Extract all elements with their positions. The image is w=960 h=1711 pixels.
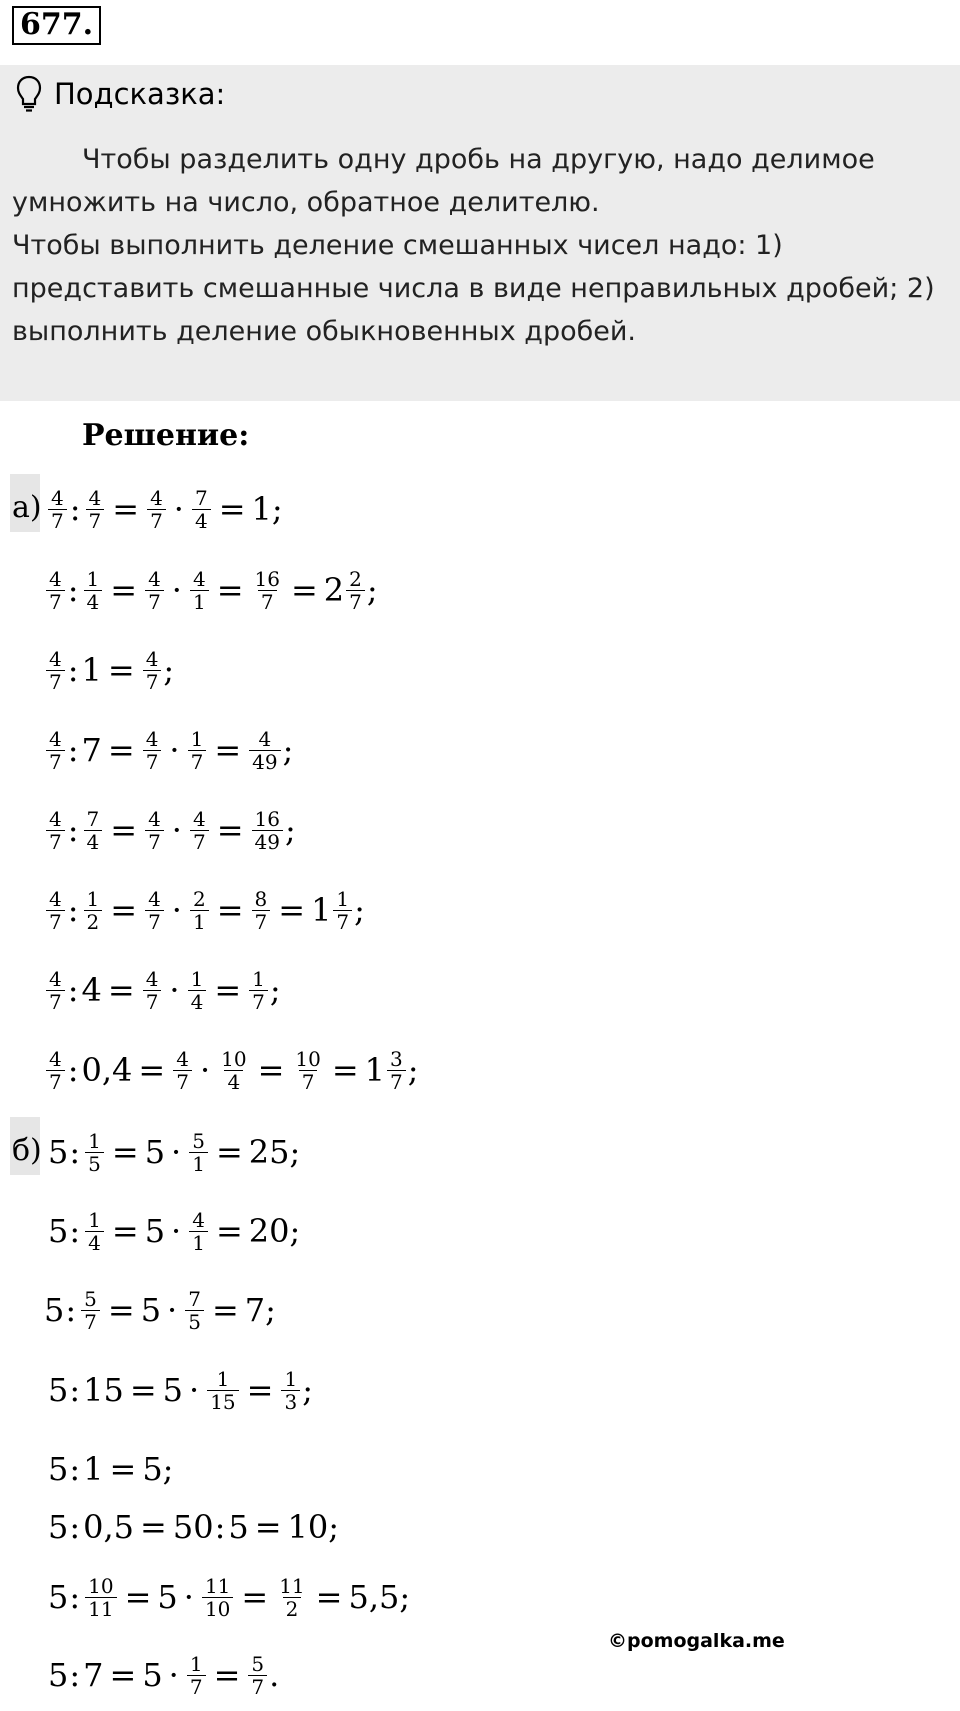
- multiply-sign: ·: [171, 1133, 182, 1171]
- fraction: [190, 568, 209, 613]
- fraction: [145, 568, 164, 613]
- division-sign: :: [69, 490, 81, 528]
- fraction: [252, 888, 271, 933]
- fraction-numerator: 8: [254, 886, 268, 911]
- fraction-denominator: 7: [46, 990, 65, 1013]
- section-b-equation-3: [44, 1275, 276, 1345]
- fraction-numerator: 4: [145, 646, 159, 671]
- math-term: ;: [269, 971, 281, 1009]
- fraction-numerator: 4: [49, 806, 62, 831]
- math-term: 1: [83, 1450, 104, 1488]
- division-sign: :: [67, 571, 79, 609]
- fraction: [189, 1130, 208, 1175]
- math-term: 5: [157, 1578, 178, 1616]
- fraction-numerator: 4: [148, 566, 161, 591]
- math-term: 5,5;: [348, 1578, 411, 1616]
- fraction-numerator: 11: [279, 1573, 305, 1598]
- math-term: ;: [163, 651, 175, 689]
- section-a-equation-5: [44, 795, 296, 865]
- fraction-numerator: 2: [192, 886, 206, 911]
- fraction-numerator: 1: [189, 1651, 203, 1676]
- section-a-equation-7: [44, 955, 281, 1025]
- fraction: [84, 568, 103, 613]
- fraction-numerator: 4: [49, 646, 62, 671]
- multiply-sign: ·: [189, 1371, 200, 1409]
- math-term: ;: [302, 1371, 313, 1409]
- fraction-denominator: 7: [46, 750, 65, 773]
- fraction: [85, 1209, 104, 1254]
- fraction-denominator: 7: [333, 910, 352, 933]
- equals-sign: =: [109, 1656, 137, 1694]
- fraction: [46, 728, 65, 773]
- math-term: 5: [48, 1508, 69, 1546]
- fraction-numerator: 1: [86, 886, 100, 911]
- equals-sign: =: [214, 971, 242, 1009]
- fraction-denominator: 1: [190, 590, 209, 613]
- fraction: [46, 568, 65, 613]
- division-sign: :: [214, 1508, 226, 1546]
- fraction: [84, 888, 103, 933]
- fraction-numerator: 4: [192, 806, 206, 831]
- section-a-equation-2: [44, 555, 378, 625]
- fraction: [145, 808, 164, 853]
- math-term: ;: [284, 811, 296, 849]
- fraction-denominator: 7: [145, 910, 164, 933]
- hint-paragraph-2: Чтобы выполнить деление смешанных чисел надо: 1) представить смешанные числа в виде неправильных дробей; 2) выполнить деление обыкновенных дробей.: [12, 230, 935, 347]
- fraction-denominator: 7: [46, 910, 65, 933]
- fraction: [190, 888, 209, 933]
- equals-sign: =: [214, 731, 242, 769]
- fraction-denominator: 49: [252, 830, 283, 853]
- math-term: 5: [48, 1450, 69, 1488]
- fraction-denominator: 7: [299, 1070, 318, 1093]
- math-term: 5: [48, 1212, 69, 1250]
- fraction-denominator: 7: [86, 509, 105, 532]
- section-b-equation-2: [48, 1196, 300, 1266]
- fraction: [252, 808, 283, 853]
- fraction: [145, 888, 164, 933]
- division-sign: :: [65, 1291, 77, 1329]
- fraction-denominator: 7: [258, 590, 277, 613]
- section-a-label: а): [12, 490, 42, 525]
- fraction-numerator: 1: [88, 1207, 101, 1232]
- fraction-numerator: 1: [336, 886, 350, 911]
- equals-sign: =: [109, 1450, 137, 1488]
- fraction-numerator: 4: [148, 806, 161, 831]
- fraction: [276, 1575, 307, 1620]
- multiply-sign: ·: [173, 490, 184, 528]
- math-term: 5: [48, 1133, 69, 1171]
- hint-header: [16, 75, 225, 113]
- equals-sign: =: [140, 1508, 167, 1546]
- division-sign: :: [67, 971, 79, 1009]
- multiply-sign: ·: [171, 811, 182, 849]
- multiply-sign: ·: [167, 1291, 178, 1329]
- fraction-denominator: 3: [281, 1390, 300, 1413]
- hint-box: [0, 65, 960, 401]
- fraction: [46, 1048, 65, 1093]
- fraction-numerator: 1: [88, 1128, 101, 1153]
- multiply-sign: ·: [171, 1212, 182, 1250]
- equals-sign: =: [257, 1051, 285, 1089]
- division-sign: :: [69, 1656, 81, 1694]
- math-term: 7;: [244, 1291, 276, 1329]
- fraction-denominator: 7: [145, 830, 164, 853]
- equals-sign: =: [315, 1578, 343, 1616]
- math-term: 1: [81, 651, 102, 689]
- section-b-equation-8: [48, 1640, 279, 1710]
- fraction-denominator: 7: [143, 750, 162, 773]
- mixed-whole-part: 2: [323, 571, 345, 609]
- math-term: ;: [407, 1051, 419, 1089]
- fraction-numerator: 4: [51, 485, 64, 510]
- fraction-denominator: 49: [249, 750, 280, 773]
- fraction: [85, 1575, 116, 1620]
- fraction-denominator: 15: [207, 1390, 238, 1413]
- equals-sign: =: [107, 651, 135, 689]
- fraction-numerator: 1: [216, 1366, 230, 1391]
- math-term: 5: [140, 1291, 162, 1329]
- math-term: .: [269, 1656, 280, 1694]
- equals-sign: =: [215, 1212, 243, 1250]
- fraction-numerator: 7: [86, 806, 100, 831]
- equals-sign: =: [216, 811, 244, 849]
- fraction-denominator: 2: [283, 1597, 302, 1620]
- math-term: 5: [48, 1371, 69, 1409]
- watermark: ©pomogalka.me: [608, 1630, 785, 1652]
- fraction-denominator: 7: [187, 1675, 206, 1698]
- mixed-number: [324, 568, 367, 613]
- fraction: [185, 1288, 204, 1333]
- mixed-fraction-part: [333, 888, 352, 933]
- fraction-denominator: 1: [190, 910, 209, 933]
- fraction-numerator: 4: [145, 966, 159, 991]
- fraction: [281, 1368, 300, 1413]
- math-term: 5: [144, 1133, 166, 1171]
- fraction-numerator: 4: [49, 566, 62, 591]
- math-term: 5: [48, 1578, 69, 1616]
- fraction-denominator: 7: [143, 670, 162, 693]
- fraction: [86, 487, 105, 532]
- fraction-numerator: 1: [284, 1366, 298, 1391]
- division-sign: :: [69, 1578, 81, 1616]
- fraction: [248, 1653, 267, 1698]
- fraction-denominator: 7: [190, 830, 209, 853]
- fraction: [85, 1130, 104, 1175]
- equals-sign: =: [107, 731, 135, 769]
- fraction: [188, 728, 207, 773]
- equals-sign: =: [107, 1291, 135, 1329]
- fraction-numerator: 10: [295, 1046, 321, 1071]
- fraction-numerator: 1: [190, 726, 204, 751]
- fraction-numerator: 5: [251, 1651, 265, 1676]
- fraction: [252, 568, 283, 613]
- mixed-fraction-part: [387, 1048, 406, 1093]
- fraction: [48, 487, 67, 532]
- fraction-denominator: 7: [248, 1675, 267, 1698]
- fraction-denominator: 7: [143, 990, 162, 1013]
- fraction-denominator: 7: [145, 590, 164, 613]
- section-a-equation-3: [44, 635, 174, 705]
- hint-title: Подсказка:: [54, 77, 226, 111]
- fraction-denominator: 7: [81, 1310, 100, 1333]
- division-sign: :: [69, 1508, 81, 1546]
- fraction-numerator: 4: [49, 966, 62, 991]
- math-term: ;: [366, 571, 378, 609]
- equals-sign: =: [211, 1291, 239, 1329]
- equals-sign: =: [110, 811, 138, 849]
- math-term: 20;: [248, 1212, 301, 1250]
- section-a-equation-4: [44, 715, 293, 785]
- fraction-numerator: 4: [192, 1207, 205, 1232]
- division-sign: :: [67, 811, 79, 849]
- fraction: [192, 487, 211, 532]
- fraction: [46, 648, 65, 693]
- math-term: 5: [162, 1371, 184, 1409]
- fraction-denominator: 7: [346, 590, 365, 613]
- math-term: ;: [354, 891, 365, 929]
- fraction-numerator: 4: [145, 726, 159, 751]
- equals-sign: =: [213, 1656, 241, 1694]
- fraction: [187, 1653, 206, 1698]
- equals-sign: =: [254, 1508, 282, 1546]
- fraction-denominator: 7: [387, 1070, 406, 1093]
- fraction-numerator: 2: [349, 566, 362, 591]
- math-term: 5: [228, 1508, 249, 1546]
- equals-sign: =: [216, 891, 244, 929]
- fraction-numerator: 4: [176, 1046, 189, 1071]
- fraction: [81, 1288, 100, 1333]
- math-term: 0,5: [83, 1508, 135, 1546]
- equals-sign: =: [215, 1133, 243, 1171]
- section-b-equation-6: [48, 1492, 339, 1562]
- math-term: 5: [144, 1212, 166, 1250]
- fraction-numerator: 10: [88, 1573, 114, 1598]
- equals-sign: =: [241, 1578, 269, 1616]
- section-b-equation-1: [48, 1117, 300, 1187]
- math-term: 0,4: [81, 1051, 133, 1089]
- math-term: 5: [48, 1656, 69, 1694]
- math-term: 15: [83, 1371, 124, 1409]
- math-term: 1;: [251, 490, 283, 528]
- fraction-numerator: 4: [49, 886, 62, 911]
- fraction: [147, 487, 166, 532]
- task-number: 677.: [12, 6, 101, 45]
- fraction-numerator: 16: [254, 566, 280, 591]
- fraction: [189, 1209, 208, 1254]
- equals-sign: =: [278, 891, 306, 929]
- equals-sign: =: [112, 490, 140, 528]
- fraction: [292, 1048, 323, 1093]
- fraction-denominator: 7: [46, 590, 65, 613]
- fraction-denominator: 2: [84, 910, 103, 933]
- math-term: 7: [81, 731, 102, 769]
- equals-sign: =: [107, 971, 135, 1009]
- fraction-denominator: 7: [46, 830, 65, 853]
- fraction-numerator: 7: [194, 485, 208, 510]
- fraction-denominator: 7: [252, 910, 271, 933]
- fraction-numerator: 4: [150, 485, 163, 510]
- equals-sign: =: [246, 1371, 274, 1409]
- fraction-denominator: 4: [192, 509, 211, 532]
- section-a-equation-8: [44, 1035, 419, 1105]
- fraction-denominator: 1: [189, 1231, 208, 1254]
- mixed-whole-part: 1: [364, 1051, 386, 1089]
- fraction: [249, 728, 280, 773]
- multiply-sign: ·: [183, 1578, 194, 1616]
- multiply-sign: ·: [169, 971, 180, 1009]
- multiply-sign: ·: [171, 891, 182, 929]
- fraction-numerator: 11: [204, 1573, 231, 1598]
- lightbulb-icon: [16, 75, 42, 113]
- fraction-denominator: 7: [249, 990, 268, 1013]
- fraction-denominator: 7: [188, 750, 207, 773]
- equals-sign: =: [290, 571, 318, 609]
- section-b-label: б): [12, 1133, 42, 1168]
- fraction-numerator: 3: [390, 1046, 403, 1071]
- fraction: [218, 1048, 249, 1093]
- multiply-sign: ·: [199, 1051, 211, 1089]
- fraction: [143, 968, 162, 1013]
- mixed-whole-part: 1: [311, 891, 332, 929]
- solution-title: Решение:: [82, 418, 250, 453]
- fraction-denominator: 7: [46, 1070, 65, 1093]
- fraction: [202, 1575, 233, 1620]
- math-term: 7: [83, 1656, 104, 1694]
- fraction: [173, 1048, 192, 1093]
- math-term: ;: [282, 731, 294, 769]
- division-sign: :: [67, 651, 79, 689]
- fraction-numerator: 4: [192, 566, 206, 591]
- fraction-denominator: 4: [188, 990, 207, 1013]
- equals-sign: =: [218, 490, 246, 528]
- fraction-numerator: 4: [258, 726, 272, 751]
- fraction-numerator: 5: [84, 1286, 97, 1311]
- equals-sign: =: [111, 1133, 139, 1171]
- fraction: [207, 1368, 238, 1413]
- fraction-numerator: 1: [252, 966, 265, 991]
- fraction-denominator: 4: [84, 830, 103, 853]
- division-sign: :: [69, 1212, 81, 1250]
- math-term: 10;: [287, 1508, 340, 1546]
- fraction: [188, 968, 207, 1013]
- division-sign: :: [67, 891, 79, 929]
- fraction-denominator: 7: [147, 509, 166, 532]
- math-term: 5: [44, 1291, 65, 1329]
- fraction-denominator: 7: [46, 670, 65, 693]
- fraction-denominator: 10: [202, 1597, 233, 1620]
- fraction-numerator: 4: [148, 886, 161, 911]
- equals-sign: =: [138, 1051, 166, 1089]
- math-term: 50: [172, 1508, 214, 1546]
- section-a-equation-6: [44, 875, 365, 945]
- multiply-sign: ·: [169, 731, 180, 769]
- equals-sign: =: [216, 571, 244, 609]
- fraction-numerator: 16: [254, 806, 280, 831]
- math-term: 5;: [142, 1450, 174, 1488]
- fraction: [190, 808, 209, 853]
- fraction: [84, 808, 103, 853]
- fraction-denominator: 4: [84, 590, 103, 613]
- fraction-numerator: 1: [190, 966, 204, 991]
- multiply-sign: ·: [168, 1656, 179, 1694]
- hint-text: [12, 138, 947, 353]
- division-sign: :: [69, 1133, 81, 1171]
- fraction-numerator: 5: [192, 1128, 205, 1153]
- math-term: 4: [81, 971, 102, 1009]
- fraction: [46, 808, 65, 853]
- fraction: [46, 888, 65, 933]
- equals-sign: =: [110, 891, 138, 929]
- section-b-equation-7: [48, 1562, 410, 1632]
- fraction-denominator: 5: [185, 1310, 204, 1333]
- fraction-denominator: 5: [85, 1152, 104, 1175]
- equals-sign: =: [110, 571, 138, 609]
- fraction-denominator: 4: [85, 1231, 104, 1254]
- equals-sign: =: [124, 1578, 152, 1616]
- mixed-number: [365, 1048, 408, 1093]
- mixed-fraction-part: [346, 568, 365, 613]
- division-sign: :: [67, 731, 79, 769]
- division-sign: :: [67, 1051, 79, 1089]
- fraction-denominator: 1: [189, 1152, 208, 1175]
- fraction: [46, 968, 65, 1013]
- equals-sign: =: [331, 1051, 359, 1089]
- fraction-numerator: 7: [188, 1286, 201, 1311]
- fraction: [143, 648, 162, 693]
- multiply-sign: ·: [171, 571, 182, 609]
- fraction-denominator: 11: [85, 1597, 116, 1620]
- section-b-equation-4: [48, 1355, 313, 1425]
- fraction-denominator: 7: [48, 509, 67, 532]
- division-sign: :: [69, 1450, 81, 1488]
- section-a-equation-1: [46, 474, 283, 544]
- fraction-numerator: 1: [86, 566, 100, 591]
- equals-sign: =: [111, 1212, 139, 1250]
- fraction: [143, 728, 162, 773]
- fraction-numerator: 4: [49, 726, 62, 751]
- fraction: [249, 968, 268, 1013]
- division-sign: :: [69, 1371, 81, 1409]
- equals-sign: =: [129, 1371, 157, 1409]
- hint-paragraph-1: Чтобы разделить одну дробь на другую, надо делимое умножить на число, обратное делителю.: [12, 144, 875, 218]
- fraction-numerator: 4: [88, 485, 102, 510]
- fraction-denominator: 4: [224, 1070, 243, 1093]
- mixed-number: [311, 888, 354, 933]
- fraction-numerator: 4: [49, 1046, 62, 1071]
- math-term: 5: [142, 1656, 163, 1694]
- fraction-numerator: 10: [221, 1046, 247, 1071]
- math-term: 25;: [248, 1133, 301, 1171]
- fraction-denominator: 7: [173, 1070, 192, 1093]
